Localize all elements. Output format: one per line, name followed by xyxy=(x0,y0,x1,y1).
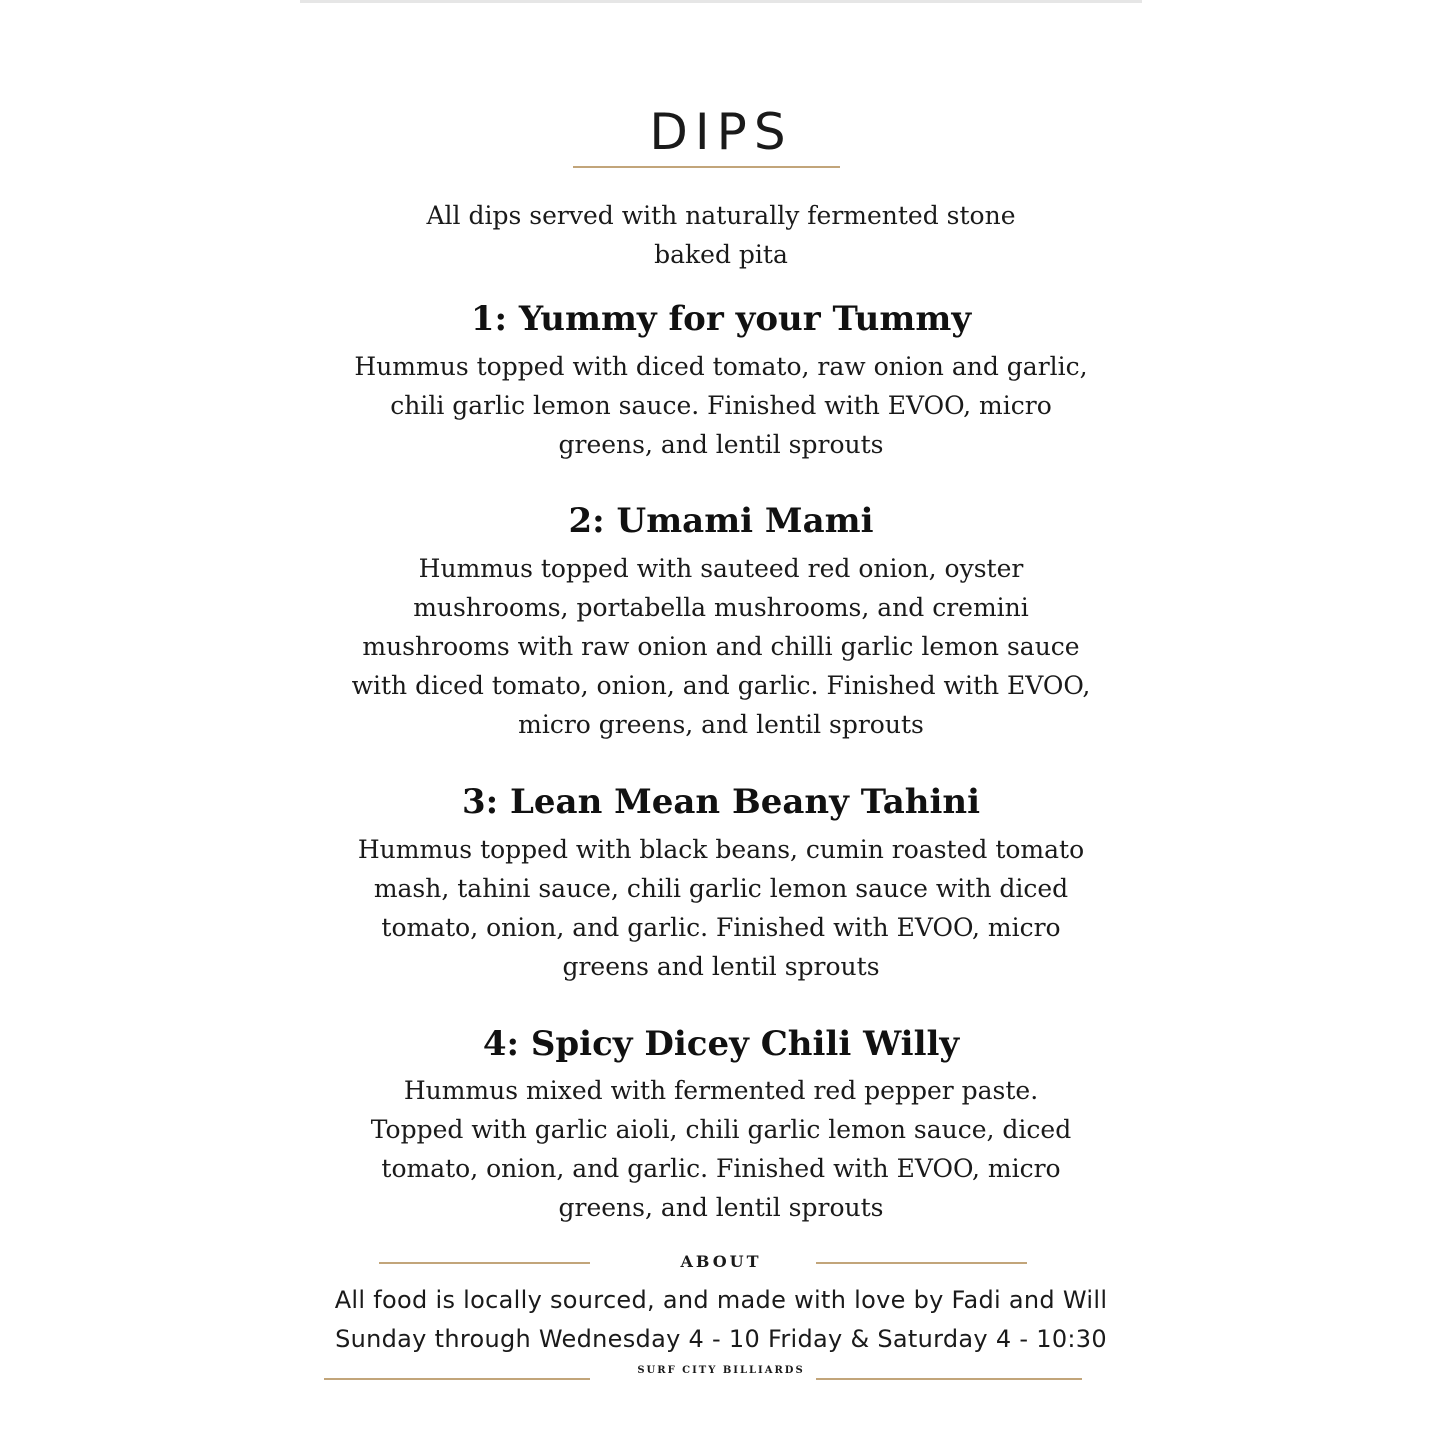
item-name-umami-mami: 2: Umami Mami xyxy=(568,501,874,541)
description-line: Topped with garlic aioli, chili garlic lemon sauce, diced xyxy=(370,1115,1072,1144)
about-line: Sunday through Wednesday 4 - 10 Friday & Saturday 4 - 10:30 xyxy=(335,1325,1107,1353)
description-line: Hummus topped with sauteed red onion, oyster xyxy=(418,554,1024,583)
description-line: greens and lentil sprouts xyxy=(562,952,880,981)
intro-line: baked pita xyxy=(654,240,788,269)
description-line: Hummus mixed with fermented red pepper paste. xyxy=(403,1076,1039,1105)
description-line: greens, and lentil sprouts xyxy=(558,1193,884,1222)
item-name-lean-mean-beany-tahini: 3: Lean Mean Beany Tahini xyxy=(461,782,981,822)
footer-rule-right xyxy=(816,1378,1082,1380)
description-line: mushrooms, portabella mushrooms, and cremini xyxy=(413,593,1029,622)
item-description xyxy=(320,830,1122,986)
item-name-spicy-dicey-chili-willy: 4: Spicy Dicey Chili Willy xyxy=(482,1024,960,1064)
description-line: chili garlic lemon sauce. Finished with EVOO, micro xyxy=(390,391,1052,420)
description-line: tomato, onion, and garlic. Finished with EVOO, micro xyxy=(381,913,1061,942)
description-line: mash, tahini sauce, chili garlic lemon sauce with diced xyxy=(373,874,1069,903)
description-line: tomato, onion, and garlic. Finished with EVOO, micro xyxy=(381,1154,1061,1183)
about-text xyxy=(300,1281,1142,1359)
intro-line: All dips served with naturally fermented stone xyxy=(426,201,1016,230)
description-line: Hummus topped with diced tomato, raw onion and garlic, xyxy=(354,352,1088,381)
description-line: micro greens, and lentil sprouts xyxy=(518,710,924,739)
brand-name: SURF CITY BILLIARDS xyxy=(637,1365,805,1376)
item-description xyxy=(320,549,1122,744)
item-description xyxy=(340,347,1102,464)
menu-page xyxy=(300,0,1142,1440)
item-name-yummy-for-your-tummy: 1: Yummy for your Tummy xyxy=(470,299,972,339)
about-heading: ABOUT xyxy=(680,1252,762,1271)
description-line: Hummus topped with black beans, cumin roasted tomato xyxy=(357,835,1085,864)
title-underline xyxy=(573,166,840,168)
description-line: greens, and lentil sprouts xyxy=(558,430,884,459)
item-description xyxy=(320,1071,1122,1227)
menu-title: DIPS xyxy=(649,103,793,161)
description-line: mushrooms with raw onion and chilli garlic lemon sauce xyxy=(362,632,1080,661)
description-line: with diced tomato, onion, and garlic. Finished with EVOO, xyxy=(351,671,1091,700)
footer-rule-left xyxy=(324,1378,590,1380)
about-line: All food is locally sourced, and made with love by Fadi and Will xyxy=(334,1286,1108,1314)
menu-intro xyxy=(300,196,1142,274)
